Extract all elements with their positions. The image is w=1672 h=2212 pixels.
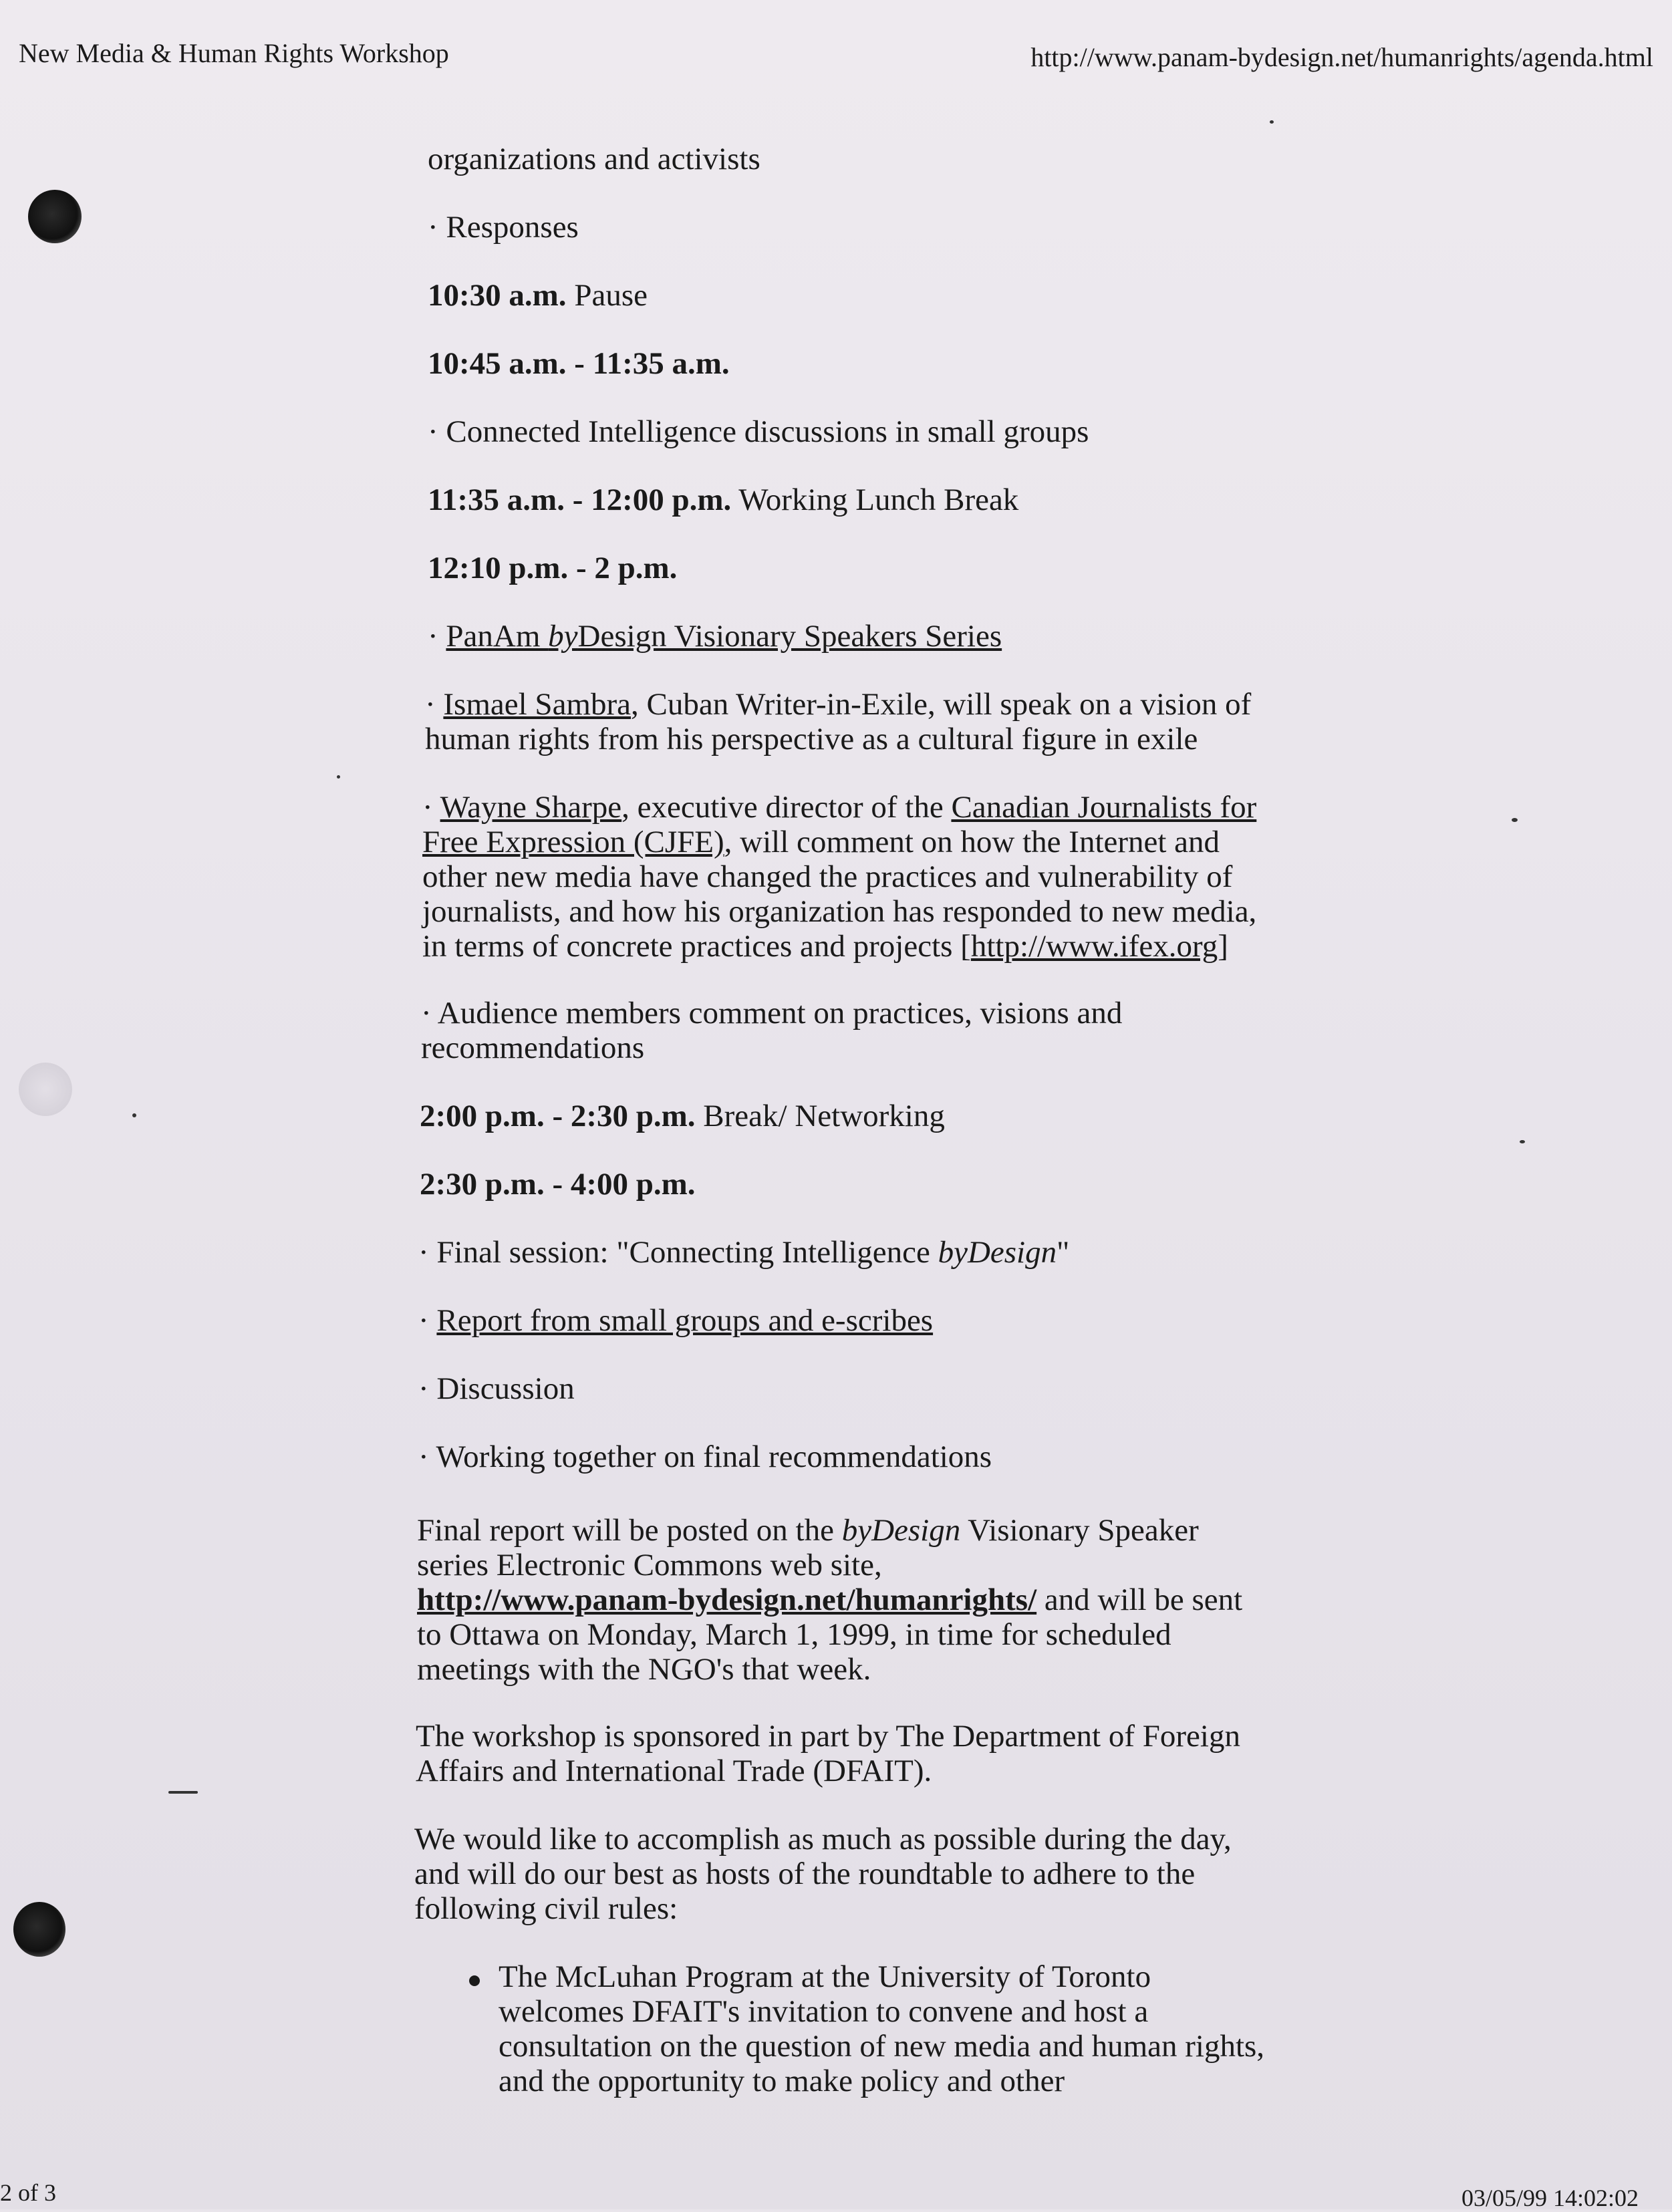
cjfe-link-2[interactable]: Free Expression (CJFE) — [422, 825, 724, 859]
fr-line-2: series Electronic Commons web site, — [417, 1548, 882, 1582]
link-part: by — [548, 619, 578, 654]
sponsor-paragraph — [416, 1719, 1240, 1788]
sambra-desc-2: human rights from his perspective as a cultural figure in exile — [425, 722, 1198, 756]
sharpe-desc-5: in terms of concrete practices and projects [ — [422, 929, 971, 964]
rule-line-2: welcomes DFAIT's invitation to convene and host a — [499, 1994, 1149, 2029]
speck — [337, 775, 340, 779]
link-part: PanAm — [446, 619, 549, 654]
fr-text: Final report will be posted on the — [417, 1513, 842, 1548]
time-label: 11:35 a.m. - 12:00 p.m. — [428, 482, 732, 517]
final-a: · Final session: "Connecting Intelligence — [418, 1235, 938, 1270]
text-ci-small-groups: · Connected Intelligence discussions in small groups — [428, 414, 1089, 449]
agenda-1210: 12:10 p.m. - 2 p.m. — [428, 551, 678, 585]
fr-text: and will be sent — [1036, 1582, 1243, 1617]
intro-line-3: following civil rules: — [414, 1891, 678, 1926]
humanrights-link[interactable]: http://www.panam-bydesign.net/humanrights/ — [417, 1582, 1037, 1617]
text-organizations: organizations and activists — [428, 142, 760, 176]
agenda-1135 — [428, 482, 1018, 517]
speck — [1520, 1140, 1525, 1143]
final-report-paragraph — [417, 1513, 1242, 1687]
audience-line-2: recommendations — [421, 1030, 645, 1065]
final-c: " — [1057, 1235, 1070, 1270]
agenda-1045: 10:45 a.m. - 11:35 a.m. — [428, 346, 730, 381]
speck — [168, 1791, 198, 1794]
speakers-series — [428, 619, 1002, 654]
bullet: · — [428, 619, 446, 654]
sharpe-desc-3: other new media have changed the practices and vulnerability of — [422, 859, 1233, 894]
intro-line-2: and will do our best as hosts of the roundtable to adhere to the — [414, 1856, 1196, 1891]
sambra-link[interactable]: Ismael Sambra — [443, 687, 632, 722]
rule-line-3: consultation on the question of new media and human rights, — [499, 2029, 1265, 2064]
agenda-230: 2:30 p.m. - 4:00 p.m. — [420, 1167, 696, 1202]
agenda-1030 — [428, 278, 648, 313]
bullet: · — [422, 790, 440, 825]
print-timestamp: 03/05/99 14:02:02 — [1461, 2185, 1639, 2211]
rule-bullet-1 — [499, 1959, 1264, 2098]
report-link[interactable]: Report from small groups and e-scribes — [436, 1303, 934, 1338]
bullet: · — [425, 687, 444, 722]
agenda-item: Break/ Networking — [695, 1099, 945, 1133]
sharpe-link[interactable]: Wayne Sharpe — [440, 790, 622, 825]
page-header-title: New Media & Human Rights Workshop — [19, 38, 449, 68]
sharpe-desc: , executive director of the — [621, 790, 952, 825]
punch-hole-top — [28, 190, 82, 243]
sponsor-line-1: The workshop is sponsored in part by The Department of Foreign — [416, 1719, 1240, 1754]
fr-line-5: meetings with the NGO's that week. — [417, 1652, 871, 1687]
link-part: Design Visionary Speakers Series — [577, 619, 1002, 654]
sambra-desc: , Cuban Writer-in-Exile, will speak on a vision of — [631, 687, 1252, 722]
cjfe-link[interactable]: Canadian Journalists for — [951, 790, 1257, 825]
sharpe-desc-2: , will comment on how the Internet and — [724, 825, 1220, 859]
ifex-link[interactable]: http://www.ifex.org — [970, 929, 1218, 964]
discussion-item: · Discussion — [418, 1371, 575, 1406]
punch-hole-bottom — [13, 1902, 65, 1957]
page-header-url[interactable]: http://www.panam-bydesign.net/humanrights/agenda.html — [1030, 42, 1653, 72]
speck — [1270, 120, 1274, 124]
final-b: byDesign — [938, 1235, 1057, 1270]
bracket: ] — [1218, 929, 1228, 964]
intro-line-1: We would like to accomplish as much as possible during the day, — [414, 1822, 1232, 1856]
fr-text: Visionary Speaker — [960, 1513, 1199, 1548]
audience-comments — [421, 996, 1122, 1065]
bullet: · — [418, 1303, 437, 1338]
speaker-sambra — [425, 687, 1251, 756]
rule-line-4: and the opportunity to make policy and other — [499, 2064, 1065, 2098]
speck — [1512, 818, 1518, 822]
agenda-item: Working Lunch Break — [731, 482, 1019, 517]
agenda-item: Pause — [566, 278, 648, 313]
final-session — [418, 1235, 1069, 1270]
bullet-dot — [469, 1975, 480, 1986]
working-item: · Working together on final recommendations — [418, 1439, 992, 1474]
report-item — [418, 1303, 933, 1338]
sponsor-line-2: Affairs and International Trade (DFAIT). — [416, 1754, 932, 1788]
punch-hole-middle — [19, 1063, 72, 1116]
rule-line-1: The McLuhan Program at the University of Toronto — [499, 1959, 1151, 1994]
page-number: 2 of 3 — [0, 2179, 56, 2206]
speaker-sharpe — [422, 790, 1256, 964]
fr-line-4: to Ottawa on Monday, March 1, 1999, in time for scheduled — [417, 1617, 1171, 1652]
audience-line-1: · Audience members comment on practices, visions and — [421, 996, 1123, 1030]
agenda-200 — [420, 1099, 945, 1133]
fr-text-italic: byDesign — [841, 1513, 961, 1548]
time-label: 2:00 p.m. - 2:30 p.m. — [420, 1099, 696, 1133]
speck — [132, 1113, 136, 1117]
text-responses: · Responses — [428, 210, 579, 245]
speakers-series-link[interactable] — [446, 619, 1002, 654]
civil-rules-intro — [414, 1822, 1232, 1926]
sharpe-desc-4: journalists, and how his organization has responded to new media, — [422, 894, 1257, 929]
time-label: 10:30 a.m. — [428, 278, 567, 313]
